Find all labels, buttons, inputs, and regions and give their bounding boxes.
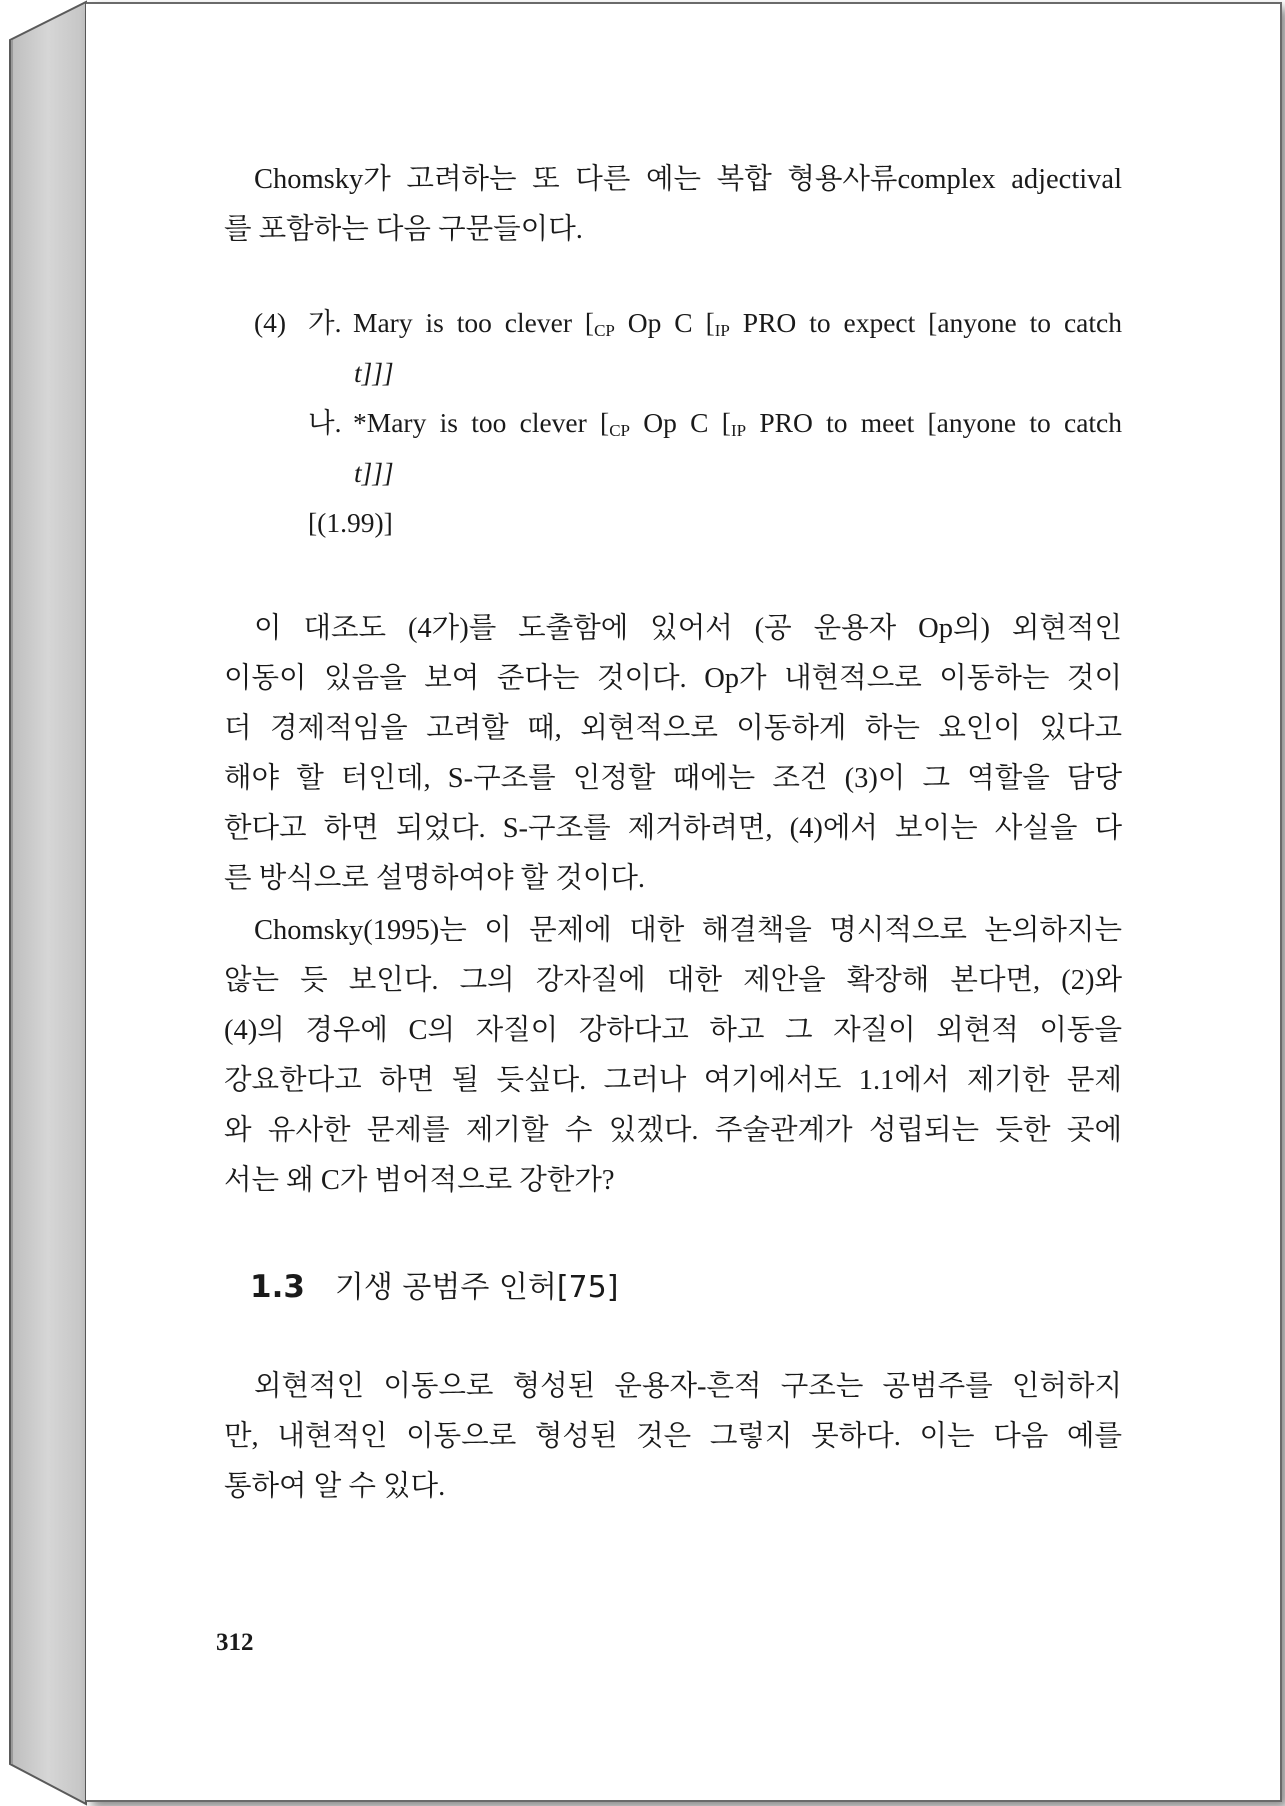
example-reference: [(1.99)]: [308, 507, 393, 538]
section-number: 1.3: [250, 1269, 305, 1305]
paragraph-3: Chomsky(1995)는 이 문제에 대한 해결책을 명시적으로 논의하지는 않는 듯 보인다. 그의 강자질에 대한 제안을 확장해 본다면, (2)와 (4)의 경우에 C의 자질이 강하다고 하고 그 자질이 외현적 이동을 강요한다고 하면 될 듯싶다. 그러나 여기에서도 1.1에서 제기한 문제 와 유사한 문제를 제기할 수 있겠다. 주술관계가 성립되는 듯한 곳에 서는 왜 C가 범어적으로 강한가?: [224, 915, 1122, 1196]
example-b-sentence: *Mary is too clever [$_{CP}$ Op C [$_{IP}$ PRO to meet [anyone to catch: [353, 407, 1123, 440]
example-b-continuation: t]]]: [354, 457, 394, 488]
paragraph-2: 이 대조도 (4가)를 도출함에 있어서 (공 운용자 Op의) 외현적인 이동이 있음을 보여 준다는 것이다. Op가 내현적으로 이동하는 것이 더 경제적임을 고려할 때, 외현적으로 이동하게 하는 요인이 있다고 해야 할 터인데, S-구조를 인정할 때에는 조건 (3)이 그 역할을 담당 한다고 하면 되었다. S-구조를 제거하려면, (4)에서 보이는 사실을 다 른 방식으로 설명하여야 할 것이다.: [224, 613, 1122, 894]
section-heading: [250, 1262, 618, 1306]
example-b-label: 나.: [308, 407, 342, 438]
page-number: 312: [216, 1629, 254, 1656]
example-a-sentence: Mary is too clever [$_{CP}$ Op C [$_{IP}$ PRO to expect [anyone to catch: [353, 307, 1122, 340]
example-number: (4): [254, 307, 287, 338]
paragraph-1-line-2: 를 포함하는 다음 구문들이다.: [224, 214, 583, 245]
example-a-label: 가.: [308, 307, 342, 338]
paragraph-4: 외현적인 이동으로 형성된 운용자-흔적 구조는 공범주를 인허하지 만, 내현적인 이동으로 형성된 것은 그렇지 못하다. 이는 다음 예를 통하여 알 수 있다.: [224, 1371, 1122, 1502]
section-title: 기생 공범주 인허[75]: [334, 1270, 619, 1305]
paragraph-1: [224, 155, 1122, 255]
paragraph-1-line-1: Chomsky가 고려하는 또 다른 예는 복합 형용사류complex adjectival: [254, 164, 1122, 195]
example-a-continuation: t]]]: [354, 357, 394, 388]
